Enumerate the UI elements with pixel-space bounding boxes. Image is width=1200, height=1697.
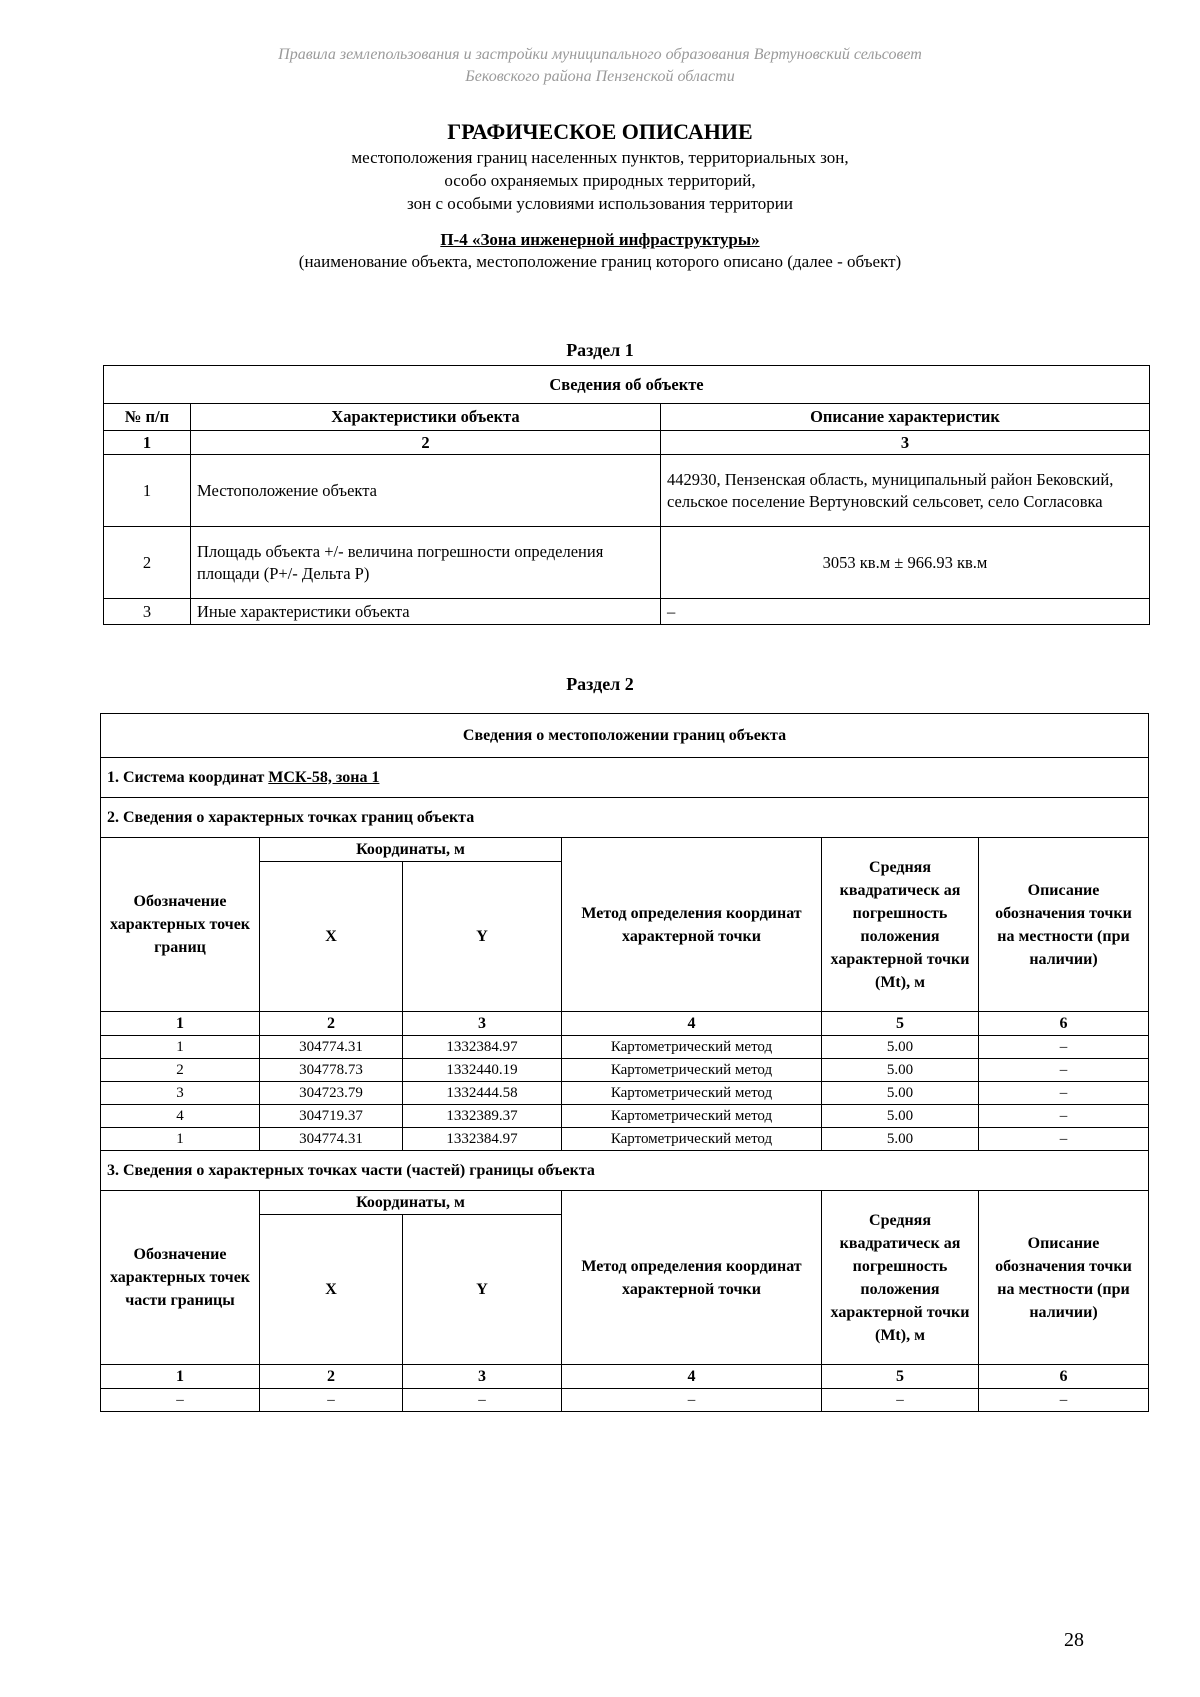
column-number-6: 6	[979, 1012, 1149, 1036]
part-point-y: –	[403, 1389, 562, 1412]
coordinate-system-row	[101, 758, 1149, 798]
running-header-line1: Правила землепользования и застройки муниципального образования Вертуновский сельсовет	[278, 46, 922, 63]
column-number-1: 1	[101, 1012, 260, 1036]
table-row	[101, 1059, 1149, 1082]
column-number-1: 1	[101, 1365, 260, 1389]
title-block	[0, 118, 1200, 273]
part-point-error: –	[822, 1389, 979, 1412]
coordinate-system-value: МСК-58, зона 1	[268, 768, 380, 786]
point-id: 1	[101, 1128, 260, 1151]
point-description: –	[979, 1036, 1149, 1059]
subtitle-line-1: местоположения границ населенных пунктов, территориальных зон,	[351, 148, 849, 167]
points-section-title: 2. Сведения о характерных точках границ объекта	[101, 798, 1149, 838]
column-number-5: 5	[822, 1012, 979, 1036]
point-x: 304774.31	[260, 1036, 403, 1059]
parts-section-title: 3. Сведения о характерных точках части (частей) границы объекта	[101, 1151, 1149, 1191]
point-y: 1332389.37	[403, 1105, 562, 1128]
characteristic-value: –	[661, 599, 1150, 625]
point-description: –	[979, 1059, 1149, 1082]
column-header-description: Описание характеристик	[661, 404, 1150, 431]
part-point-description: –	[979, 1389, 1149, 1412]
header-coordinates: Координаты, м	[260, 1191, 562, 1215]
table-row	[101, 1128, 1149, 1151]
header-method: Метод определения координат характерной точки	[562, 1191, 822, 1365]
header-y: Y	[403, 862, 562, 1012]
point-id: 1	[101, 1036, 260, 1059]
point-error: 5.00	[822, 1105, 979, 1128]
object-name: П-4 «Зона инженерной инфраструктуры»	[440, 230, 760, 249]
part-point-x: –	[260, 1389, 403, 1412]
point-id: 2	[101, 1059, 260, 1082]
subtitle-line-3: зон с особыми условиями использования территории	[407, 194, 793, 213]
table-row	[101, 1105, 1149, 1128]
point-method: Картометрический метод	[562, 1082, 822, 1105]
coordinate-system-label: 1. Система координат	[107, 768, 269, 786]
header-description: Описание обозначения точки на местности (при наличии)	[979, 1191, 1149, 1365]
object-caption: (наименование объекта, местоположение границ которого описано (далее - объект)	[298, 252, 902, 271]
table-row	[101, 1036, 1149, 1059]
column-number-1: 1	[104, 431, 191, 455]
point-method: Картометрический метод	[562, 1059, 822, 1082]
header-designation: Обозначение характерных точек границ	[101, 838, 260, 1012]
point-method: Картометрический метод	[562, 1105, 822, 1128]
column-number-2: 2	[191, 431, 661, 455]
column-number-3: 3	[403, 1012, 562, 1036]
point-y: 1332384.97	[403, 1036, 562, 1059]
characteristic-name: Местоположение объекта	[191, 455, 661, 527]
row-number: 3	[104, 599, 191, 625]
column-number-3: 3	[403, 1365, 562, 1389]
point-method: Картометрический метод	[562, 1128, 822, 1151]
point-description: –	[979, 1082, 1149, 1105]
point-y: 1332444.58	[403, 1082, 562, 1105]
column-header-number: № п/п	[104, 404, 191, 431]
header-coordinates: Координаты, м	[260, 838, 562, 862]
point-error: 5.00	[822, 1128, 979, 1151]
row-number: 2	[104, 527, 191, 599]
table-row	[104, 599, 1150, 625]
table-row	[104, 455, 1150, 527]
column-header-characteristic: Характеристики объекта	[191, 404, 661, 431]
part-point-id: –	[101, 1389, 260, 1412]
part-point-method: –	[562, 1389, 822, 1412]
header-x: X	[260, 1215, 403, 1365]
header-y: Y	[403, 1215, 562, 1365]
characteristic-value: 3053 кв.м ± 966.93 кв.м	[661, 527, 1150, 599]
running-header-line2: Бековского района Пензенской области	[465, 68, 735, 85]
row-number: 1	[104, 455, 191, 527]
column-number-2: 2	[260, 1365, 403, 1389]
point-id: 3	[101, 1082, 260, 1105]
table-row	[104, 527, 1150, 599]
boundary-table-title: Сведения о местоположении границ объекта	[101, 714, 1149, 758]
header-x: X	[260, 862, 403, 1012]
boundary-table	[100, 713, 1149, 1412]
table-row	[101, 1389, 1149, 1412]
point-error: 5.00	[822, 1082, 979, 1105]
point-x: 304774.31	[260, 1128, 403, 1151]
point-error: 5.00	[822, 1036, 979, 1059]
header-designation-parts: Обозначение характерных точек части границы	[101, 1191, 260, 1365]
column-number-3: 3	[661, 431, 1150, 455]
section1-heading: Раздел 1	[566, 340, 634, 360]
header-error: Средняя квадратическ ая погрешность положения характерной точки (Mt), м	[822, 1191, 979, 1365]
header-method: Метод определения координат характерной точки	[562, 838, 822, 1012]
point-method: Картометрический метод	[562, 1036, 822, 1059]
point-x: 304778.73	[260, 1059, 403, 1082]
object-info-table	[103, 365, 1150, 625]
point-error: 5.00	[822, 1059, 979, 1082]
point-description: –	[979, 1128, 1149, 1151]
column-number-5: 5	[822, 1365, 979, 1389]
point-x: 304719.37	[260, 1105, 403, 1128]
table-row	[101, 1082, 1149, 1105]
column-number-2: 2	[260, 1012, 403, 1036]
characteristic-name: Площадь объекта +/- величина погрешности определения площади (Р+/- Дельта Р)	[191, 527, 661, 599]
object-info-table-title: Сведения об объекте	[104, 366, 1150, 404]
column-number-6: 6	[979, 1365, 1149, 1389]
running-header	[0, 44, 1200, 88]
document-title: ГРАФИЧЕСКОЕ ОПИСАНИЕ	[447, 119, 753, 144]
column-number-4: 4	[562, 1012, 822, 1036]
characteristic-name: Иные характеристики объекта	[191, 599, 661, 625]
point-description: –	[979, 1105, 1149, 1128]
header-error: Средняя квадратическ ая погрешность положения характерной точки (Mt), м	[822, 838, 979, 1012]
column-number-4: 4	[562, 1365, 822, 1389]
point-y: 1332440.19	[403, 1059, 562, 1082]
point-id: 4	[101, 1105, 260, 1128]
page-number: 28	[1064, 1629, 1084, 1651]
point-y: 1332384.97	[403, 1128, 562, 1151]
header-description: Описание обозначения точки на местности (при наличии)	[979, 838, 1149, 1012]
characteristic-value: 442930, Пензенская область, муниципальный район Бековский, сельское поселение Вертуновский сельсовет, село Согласовка	[661, 455, 1150, 527]
section2-heading: Раздел 2	[566, 674, 634, 694]
subtitle-line-2: особо охраняемых природных территорий,	[444, 171, 756, 190]
point-x: 304723.79	[260, 1082, 403, 1105]
